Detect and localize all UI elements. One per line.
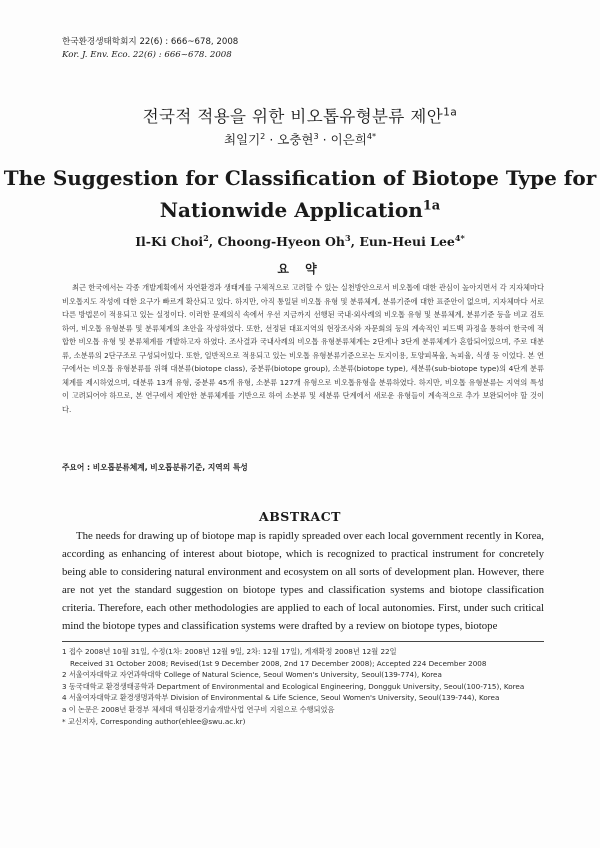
- abstract-heading: ABSTRACT: [259, 509, 341, 524]
- keywords-list: 비오톱분류체계, 비오톱분류기준, 지역의 특성: [92, 463, 248, 472]
- keywords: [62, 462, 248, 473]
- footnote: 2 서울여자대학교 자연과학대학 College of Natural Science, Seoul Women's University, Seoul(139-774), Korea: [62, 670, 442, 680]
- journal-citation-korean: 한국환경생태학회지 22(6) : 666~678, 2008: [62, 37, 239, 47]
- author-separator: ·: [265, 132, 278, 147]
- english-title-line2-wrap: [0, 194, 600, 226]
- korean-abstract-body: 최근 한국에서는 각종 개발계획에서 자연환경과 생태계를 구체적으로 고려할 수 있는 실천방안으로서 비오톱에 대한 관심이 높아지면서 각 지자체마다 비오톱지도 작성에 대한 요구가 빠르게 확산되고 있다. 하지만, 아직 통일된 비오톱 유형 및 분류체계, 분류기준에 대한 표준안이 없으며, 지자체마다 서로 다른 방법론이 적용되고 있는 실정이다. 이러한 문제의식 속에서 우선 지금까지 선행된 국내·외사례의 비오톱 유형 및 분류체계, 분류기준 등을 비교 검토하여, 비오톱 유형분류 및 분류체계의 초안을 작성하였다. 또한, 선정된 대표지역의 현장조사와 자문회의 등의 계속적인 피드백 과정을 통하여 한국에 적합한 비오톱 유형 및 분류체계를 개발하고자 하였다. 조사결과 국내사례의 비오톱 유형분류체계는 2단계나 3단계 분류체계가 혼합되어있으며, 주로 대분류, 소분류의 2단구조로 구성되어있다. 또한, 일반적으로 적용되고 있는 비오톱 유형분류기준으로는 토지이용, 토양피복율, 녹피율, 식생 등 이었다. 본 연구에서는 비오톱 유형분류를 위해 대분류(biotope class), 중분류(biotope group), 소분류(biotope type), 세분류(sub-biotope type)의 4단계 분류체계를 제시하였으며, 대분류 13개 유형, 중분류 45개 유형, 소분류 127개 유형으로 비오톱유형을 분류하였다. 하지만, 비오톱 유형분류는 지역의 특성이 고려되어야 하므로, 본 연구에서 제안한 분류체계를 기반으로 하여 소분류 및 세분류 단계에서 새로운 유형들이 계속적으로 추가 보완되어야 할 것이다.: [62, 283, 544, 414]
- author-sup: 2: [260, 130, 266, 141]
- korean-author: 오충현: [277, 132, 314, 147]
- korean-title-text: 전국적 적용을 위한 비오톱유형분류 제안: [142, 107, 444, 126]
- author-sup: 2: [203, 232, 209, 243]
- author-sup: 3: [344, 232, 351, 243]
- footnote: 4 서울여자대학교 환경생명과학부 Division of Environmental & Life Science, Seoul Women's University, Seoul(139-744), Korea: [62, 693, 500, 703]
- english-author: Il-Ki Choi: [135, 234, 204, 249]
- english-title-line2: Nationwide Application: [159, 198, 423, 222]
- english-title-sup: 1a: [422, 198, 441, 214]
- english-author: Choong-Hyeon Oh: [217, 234, 345, 249]
- korean-author: 이은희: [330, 132, 367, 147]
- korean-abstract-heading: 요 약: [277, 262, 323, 276]
- english-title: [0, 162, 600, 226]
- footnote: a 이 논문은 2008년 환경부 체세대 핵심환경기술개발사업 연구비 지원으로 수행되었음: [62, 704, 335, 714]
- korean-author: 최일기: [223, 132, 261, 147]
- keywords-label: 주요어 :: [62, 463, 93, 472]
- journal-header: [62, 36, 238, 62]
- korean-authors: [0, 130, 600, 148]
- footnote: 3 동국대학교 환경생태공학과 Department of Environmental and Ecological Engineering, Dongguk University, Seoul(100-715), Korea: [62, 681, 525, 691]
- author-sup: 3: [313, 130, 319, 141]
- footnote: 1 접수 2008년 10월 31일, 수정(1차: 2008년 12월 9일, 2차: 12월 17일), 게재확정 2008년 12월 22일: [62, 647, 397, 656]
- english-title-line1: The Suggestion for Classification of Biotope Type for: [3, 166, 597, 190]
- english-author: Eun-Heui Lee: [359, 234, 455, 249]
- author-separator: ·: [318, 132, 331, 147]
- footnotes: [62, 646, 552, 727]
- korean-title: [0, 103, 600, 127]
- footnote: Received 31 October 2008; Revised(1st 9 December 2008, 2nd 17 December 2008); Accepted 224 December 2008: [70, 658, 487, 668]
- footnote-divider: [62, 641, 544, 642]
- english-authors: Il-Ki Choi$^2$, Choong-Hyeon Oh$^3$, Eun-Heui Lee$^{4*}$: [135, 232, 465, 249]
- abstract-body: The needs for drawing up of biotope map is rapidly spreaded over each local government recently in Korea, according as enhancing of interest about biotope, which is recognized to practical instrument for concretely being able to considering natural environment and ecosystem on all sorts of development plan. However, there are not yet the standard suggestion on biotope types and classification systems and biotope classification criteria. Therefore, each other methodologies are applied to each of local autonomies. First, under such critical mind the biotope types and classification systems were drafted by a review on biotope types, biotope: [62, 530, 544, 632]
- korean-title-sup: 1a: [443, 105, 458, 119]
- footnote: * 교신저자, Corresponding author(ehlee@swu.ac.kr): [62, 716, 246, 726]
- author-sup: 4*: [454, 232, 465, 243]
- journal-citation-english: Kor. J. Env. Eco. 22(6) : 666~678. 2008: [62, 50, 232, 60]
- author-sup: 4*: [366, 130, 377, 141]
